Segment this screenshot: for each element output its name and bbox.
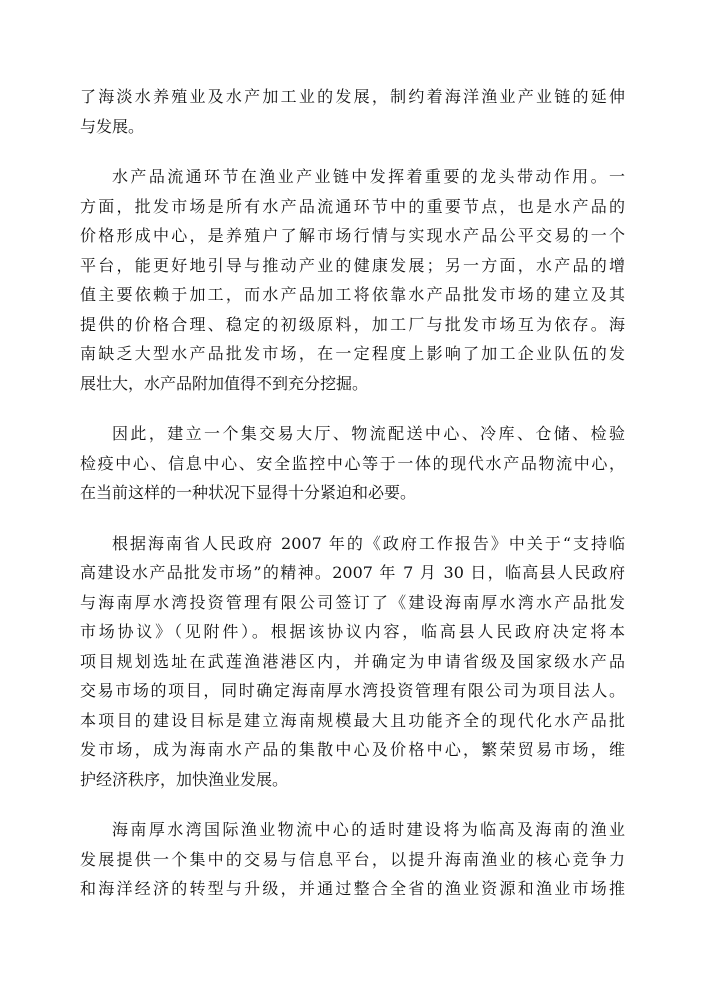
text-line: 平台，能更好地引导与推动产业的健康发展；另一方面，水产品的增: [80, 255, 625, 275]
text-line: 项目规划选址在武莲渔港港区内，并确定为申请省级及国家级水产品: [80, 651, 625, 671]
text-line: 本项目的建设目标是建立海南规模最大且功能齐全的现代化水产品批: [80, 710, 625, 730]
text-line: 与海南厚水湾投资管理有限公司签订了《建设海南厚水湾水产品批发: [80, 592, 625, 612]
text-line: 护经济秩序，加快渔业发展。: [80, 769, 289, 789]
text-line: 和海洋经济的转型与升级，并通过整合全省的渔业资源和渔业市场推: [80, 879, 625, 898]
text-line: 方面，批发市场是所有水产品流通环节中的重要节点，也是水产品的: [80, 196, 625, 216]
text-line: 发展提供一个集中的交易与信息平台，以提升海南渔业的核心竞争力: [80, 849, 625, 869]
text-line: 了海淡水养殖业及水产加工业的发展，制约着海洋渔业产业链的延伸: [80, 87, 625, 106]
text-line: 因此，建立一个集交易大厅、物流配送中心、冷库、仓储、检验: [112, 424, 625, 443]
text-line: 检疫中心、信息中心、安全监控中心等于一体的现代水产品物流中心，: [80, 453, 625, 473]
text-line: 在当前这样的一种状况下显得十分紧迫和必要。: [80, 483, 417, 502]
text-line: 值主要依赖于加工，而水产品加工将依靠水产品批发市场的建立及其: [80, 285, 625, 304]
text-line: 根据海南省人民政府 2007 年的《政府工作报告》中关于“支持临: [112, 533, 625, 553]
text-line: 水产品流通环节在渔业产业链中发挥着重要的龙头带动作用。一: [112, 167, 625, 186]
text-line: 价格形成中心，是养殖户了解市场行情与实现水产品公平交易的一个: [80, 226, 625, 245]
document-page: [80, 82, 625, 925]
text-line: 交易市场的项目，同时确定海南厚水湾投资管理有限公司为项目法人。: [80, 681, 625, 700]
paragraph-4: [80, 529, 625, 795]
paragraph-3: [80, 419, 625, 508]
text-line: 与发展。: [80, 116, 145, 136]
text-line: 市场协议》（见附件）。根据该协议内容，临高县人民政府决定将本: [80, 622, 625, 641]
paragraph-5: [80, 815, 625, 904]
paragraph-1: [80, 82, 625, 141]
text-line: 提供的价格合理、稳定的初级原料，加工厂与批发市场互为依存。海: [80, 314, 625, 334]
paragraph-2: [80, 162, 625, 398]
text-line: 南缺乏大型水产品批发市场，在一定程度上影响了加工企业队伍的发: [80, 344, 625, 363]
text-line: 发市场，成为海南水产品的集散中心及价格中心，繁荣贸易市场，维: [80, 740, 625, 759]
text-line: 海南厚水湾国际渔业物流中心的适时建设将为临高及海南的渔业: [112, 820, 625, 839]
text-line: 展壮大，水产品附加值得不到充分挖掘。: [80, 373, 369, 393]
text-line: 高建设水产品批发市场”的精神。2007 年 7 月 30 日，临高县人民政府: [80, 563, 625, 582]
